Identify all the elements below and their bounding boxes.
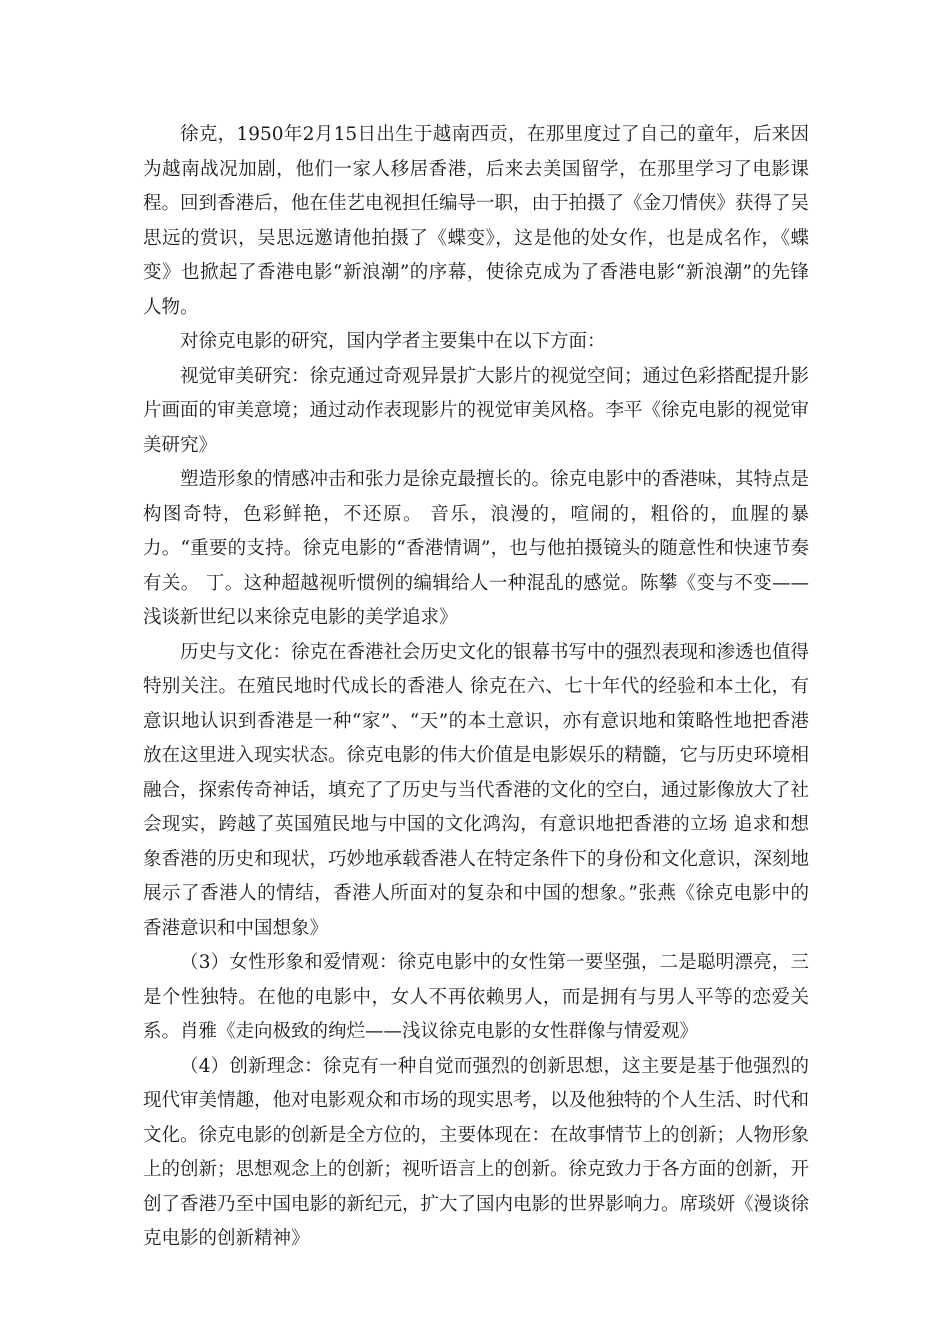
paragraph-visual-aesthetics: 视觉审美研究：徐克通过奇观异景扩大影片的视觉空间；通过色彩搭配提升影片画面的审美意境；通过动作表现影片的视觉审美风格。李平《徐克电影的视觉审美研究》 [143,365,810,456]
paragraph-research-intro: 对徐克电影的研究，国内学者主要集中在以下方面： [180,331,606,352]
paragraph-history-culture: 历史与文化：徐克在香港社会历史文化的银幕书写中的强烈表现和渗透也值得特别关注。在殖民地时代成长的香港人 徐克在六、七十年代的经验和本土化，有意识地认识到香港是一种“家”、“天”的本土意识，亦有意识地和策略性地把香港放在这里进入现实状态。徐克电影的伟大价值是电影娱乐的精髓，它与历史环境相融合，探索传奇神话，填充了了历史与当代香港的文化的空白，通过影像放大了社会现实，跨越了英国殖民地与中国的文化鸿沟，有意识地把香港的立场 追求和想象香港的历史和现状，巧妙地承载香港人在特定条件下的身份和文化意识，深刻地展示了香港人的情结，香港人所面对的复杂和中国的想象。”张燕《徐克电影中的香港意识和中国想象》 [143,641,810,939]
paragraph-female-image: （3）女性形象和爱情观：徐克电影中的女性第一要坚强，二是聪明漂亮，三是个性独特。在他的电影中，女人不再依赖男人，而是拥有与男人平等的恋爱关系。肖雅《走向极致的绚烂——浅议徐克电影的女性群像与情爱观》 [143,952,809,1042]
paragraph-image-emotion: 塑造形象的情感冲击和张力是徐克最擅长的。徐克电影中的香港味，其特点是构图奇特，色彩鲜艳，不还原。 音乐，浪漫的，喧闹的，粗俗的，血腥的暴力。“重要的支持。徐克电影的“香港情调”，也与他拍摄镜头的随意性和快速节奏有关。 丁。这种超越视听惯例的编辑给人一种混乱的感觉。陈攀《变与不变——浅谈新世纪以来徐克电影的美学追求》 [143,469,810,628]
document-body [143,118,809,1257]
paragraph-innovation: （4）创新理念：徐克有一种自觉而强烈的创新思想，这主要是基于他强烈的现代审美情趣，他对电影观众和市场的现实思考，以及他独特的个人生活、时代和文化。徐克电影的创新是全方位的，主要体现在：在故事情节上的创新；人物形象上的创新；思想观念上的创新；视听语言上的创新。徐克致力于各方面的创新，开创了香港乃至中国电影的新纪元，扩大了国内电影的世界影响力。席琰妍《漫谈徐克电影的创新精神》 [143,1055,810,1249]
paragraph-biography: 徐克，1950年2月15日出生于越南西贡，在那里度过了自己的童年，后来因为越南战况加剧，他们一家人移居香港，后来去美国留学，在那里学习了电影课程。回到香港后，他在佳艺电视担任编导一职，由于拍摄了《金刀情侠》获得了吴思远的赏识，吴思远邀请他拍摄了《蝶变》，这是他的处女作，也是成名作，《蝶变》也掀起了香港电影“新浪潮”的序幕，使徐克成为了香港电影“新浪潮”的先锋人物。 [143,124,810,318]
